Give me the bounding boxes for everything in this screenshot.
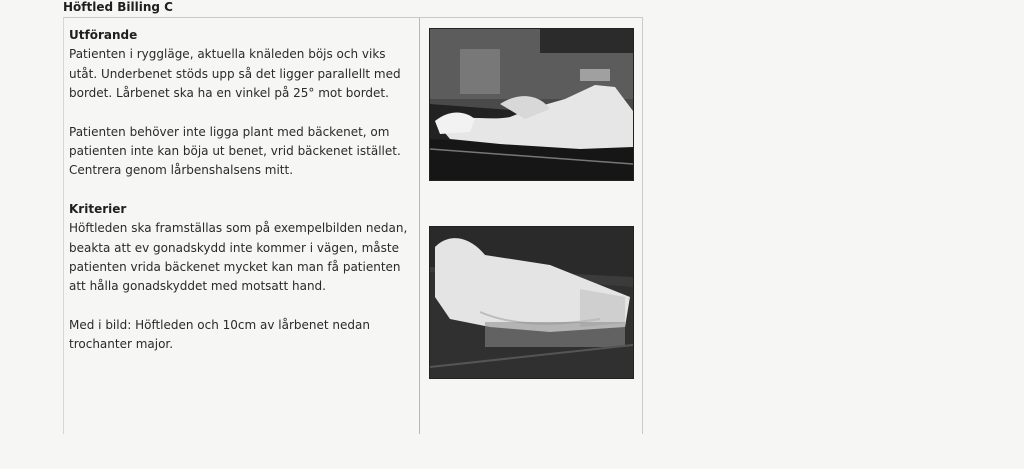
column-divider xyxy=(419,18,420,434)
utforande-paragraph-2: Patienten behöver inte ligga plant med bäckenet, om patienten inte kan böja ut benet, vrid bäckenet istället. Centrera genom lårbenshalsens mitt. xyxy=(69,124,401,178)
hip-position-example-photo xyxy=(429,226,634,379)
kriterier-heading: Kriterier xyxy=(69,201,127,216)
utforande-heading: Utförande xyxy=(69,28,138,42)
section-title: Höftled Billing C xyxy=(63,0,173,14)
utforande-paragraph-1: Patienten i ryggläge, aktuella knäleden böjs och viks utåt. Underbenet stöds upp så det ligger parallellt med bordet. Lårbenet ska ha en vinkel på 25° mot bordet. xyxy=(69,47,401,101)
text-column xyxy=(69,26,414,355)
patient-positioning-photo xyxy=(429,28,634,181)
kriterier-paragraph-2: Med i bild: Höftleden och 10cm av lårbenet nedan trochanter major. xyxy=(69,317,370,352)
kriterier-paragraph-1: Höftleden ska framställas som på exempelbilden nedan, beakta att ev gonadskydd inte kommer i vägen, måste patienten vrida bäckenet mycket kan man få patienten att hålla gonadskyddet med motsatt hand. xyxy=(69,221,408,294)
photo-1-illustration xyxy=(430,29,633,180)
photo-2-illustration xyxy=(430,227,633,378)
instruction-table xyxy=(63,17,643,434)
